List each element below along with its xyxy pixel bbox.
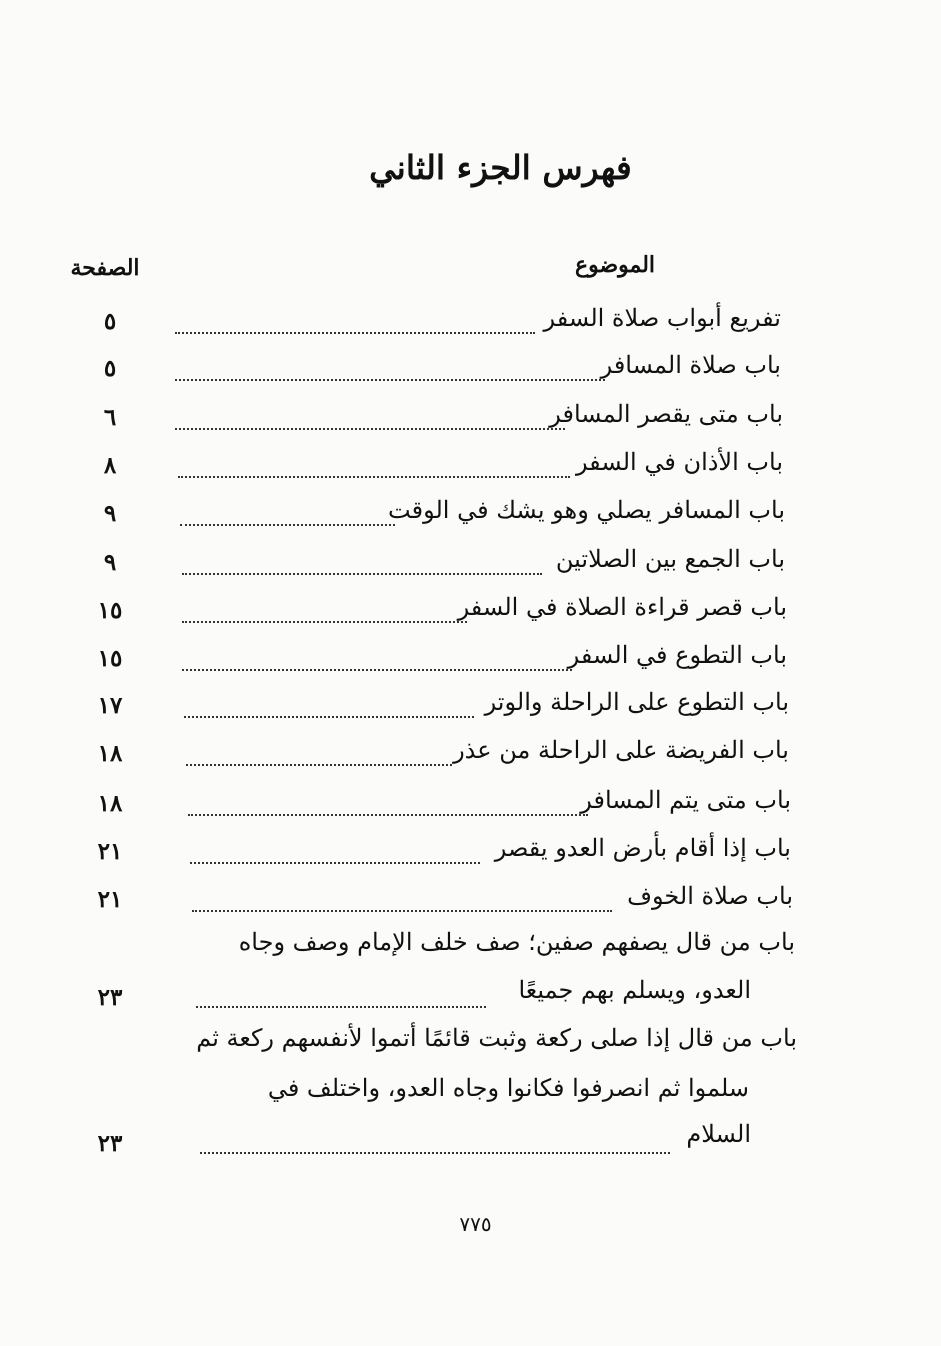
dot-leader — [196, 1006, 486, 1008]
toc-entry — [0, 782, 941, 828]
toc-topic-line: باب من قال يصفهم صفين؛ صف خلف الإمام وصف وجاه — [238, 928, 795, 956]
toc-topic: باب متى يتم المسافر — [580, 786, 791, 814]
toc-entry — [0, 589, 941, 635]
toc-entry — [0, 637, 941, 683]
dot-leader — [175, 379, 605, 381]
toc-page-number: ١٥ — [97, 645, 123, 672]
dot-leader — [200, 1152, 670, 1154]
toc-topic-line: العدو، ويسلم بهم جميعًا — [518, 976, 751, 1004]
toc-topic: باب التطوع على الراحلة والوتر — [484, 688, 789, 716]
toc-topic: باب متى يقصر المسافر — [549, 400, 783, 428]
dot-leader — [192, 910, 612, 912]
dot-leader — [186, 764, 452, 766]
toc-topic: تفريع أبواب صلاة السفر — [543, 304, 781, 332]
toc-topic: باب المسافر يصلي وهو يشك في الوقت — [388, 496, 785, 524]
toc-page-number: ٢١ — [97, 838, 123, 865]
toc-page-number: ١٨ — [97, 790, 123, 817]
dot-leader — [180, 524, 395, 526]
toc-topic-line: سلموا ثم انصرفوا فكانوا وجاه العدو، واختلف في — [267, 1074, 749, 1102]
toc-entry — [0, 830, 941, 876]
toc-topic: باب الأذان في السفر — [575, 448, 783, 476]
toc-page-number: ٥ — [103, 355, 117, 382]
dot-leader — [190, 862, 480, 864]
toc-page-number: ٥ — [103, 308, 117, 335]
toc-entry — [0, 444, 941, 490]
toc-entry — [0, 396, 941, 442]
toc-page-number: ٩ — [103, 500, 117, 527]
dot-leader — [182, 573, 542, 575]
toc-entry — [0, 541, 941, 587]
toc-page-number: ٨ — [103, 452, 117, 479]
toc-page-number: ٢١ — [97, 886, 123, 913]
page-title: فهرس الجزء الثاني — [369, 148, 632, 187]
toc-topic: باب قصر قراءة الصلاة في السفر — [457, 593, 787, 621]
toc-topic: باب الجمع بين الصلاتين — [555, 545, 785, 573]
toc-page-number: ١٥ — [97, 597, 123, 624]
toc-topic: باب صلاة الخوف — [627, 882, 793, 910]
dot-leader — [182, 669, 572, 671]
dot-leader — [188, 814, 588, 816]
topic-column-header: الموضوع — [574, 252, 656, 278]
toc-topic-line: السلام — [686, 1120, 751, 1148]
toc-entry — [0, 347, 941, 393]
toc-page-number: ١٧ — [97, 692, 123, 719]
toc-topic: باب صلاة المسافر — [600, 351, 781, 379]
toc-entry — [0, 300, 941, 346]
toc-entry — [0, 684, 941, 730]
page-number-footer: ٧٧٥ — [459, 1212, 492, 1236]
dot-leader — [175, 428, 565, 430]
toc-page-number: ٢٣ — [97, 1130, 123, 1157]
toc-topic-line: باب من قال إذا صلى ركعة وثبت قائمًا أتموا لأنفسهم ركعة ثم — [196, 1024, 797, 1052]
toc-entry — [0, 878, 941, 924]
toc-page-number: ٦ — [103, 404, 117, 431]
toc-entry — [0, 732, 941, 778]
toc-topic: باب الفريضة على الراحلة من عذر — [453, 736, 789, 764]
toc-topic: باب إذا أقام بأرض العدو يقصر — [494, 834, 791, 862]
dot-leader — [175, 332, 535, 334]
toc-page-number: ٩ — [103, 549, 117, 576]
page-column-header: الصفحة — [70, 255, 140, 281]
toc-page-number: ١٨ — [97, 740, 123, 767]
toc-topic: باب التطوع في السفر — [567, 641, 787, 669]
toc-page-number: ٢٣ — [97, 984, 123, 1011]
dot-leader — [178, 476, 570, 478]
toc-entry — [0, 492, 941, 538]
dot-leader — [184, 716, 474, 718]
dot-leader — [182, 621, 467, 623]
